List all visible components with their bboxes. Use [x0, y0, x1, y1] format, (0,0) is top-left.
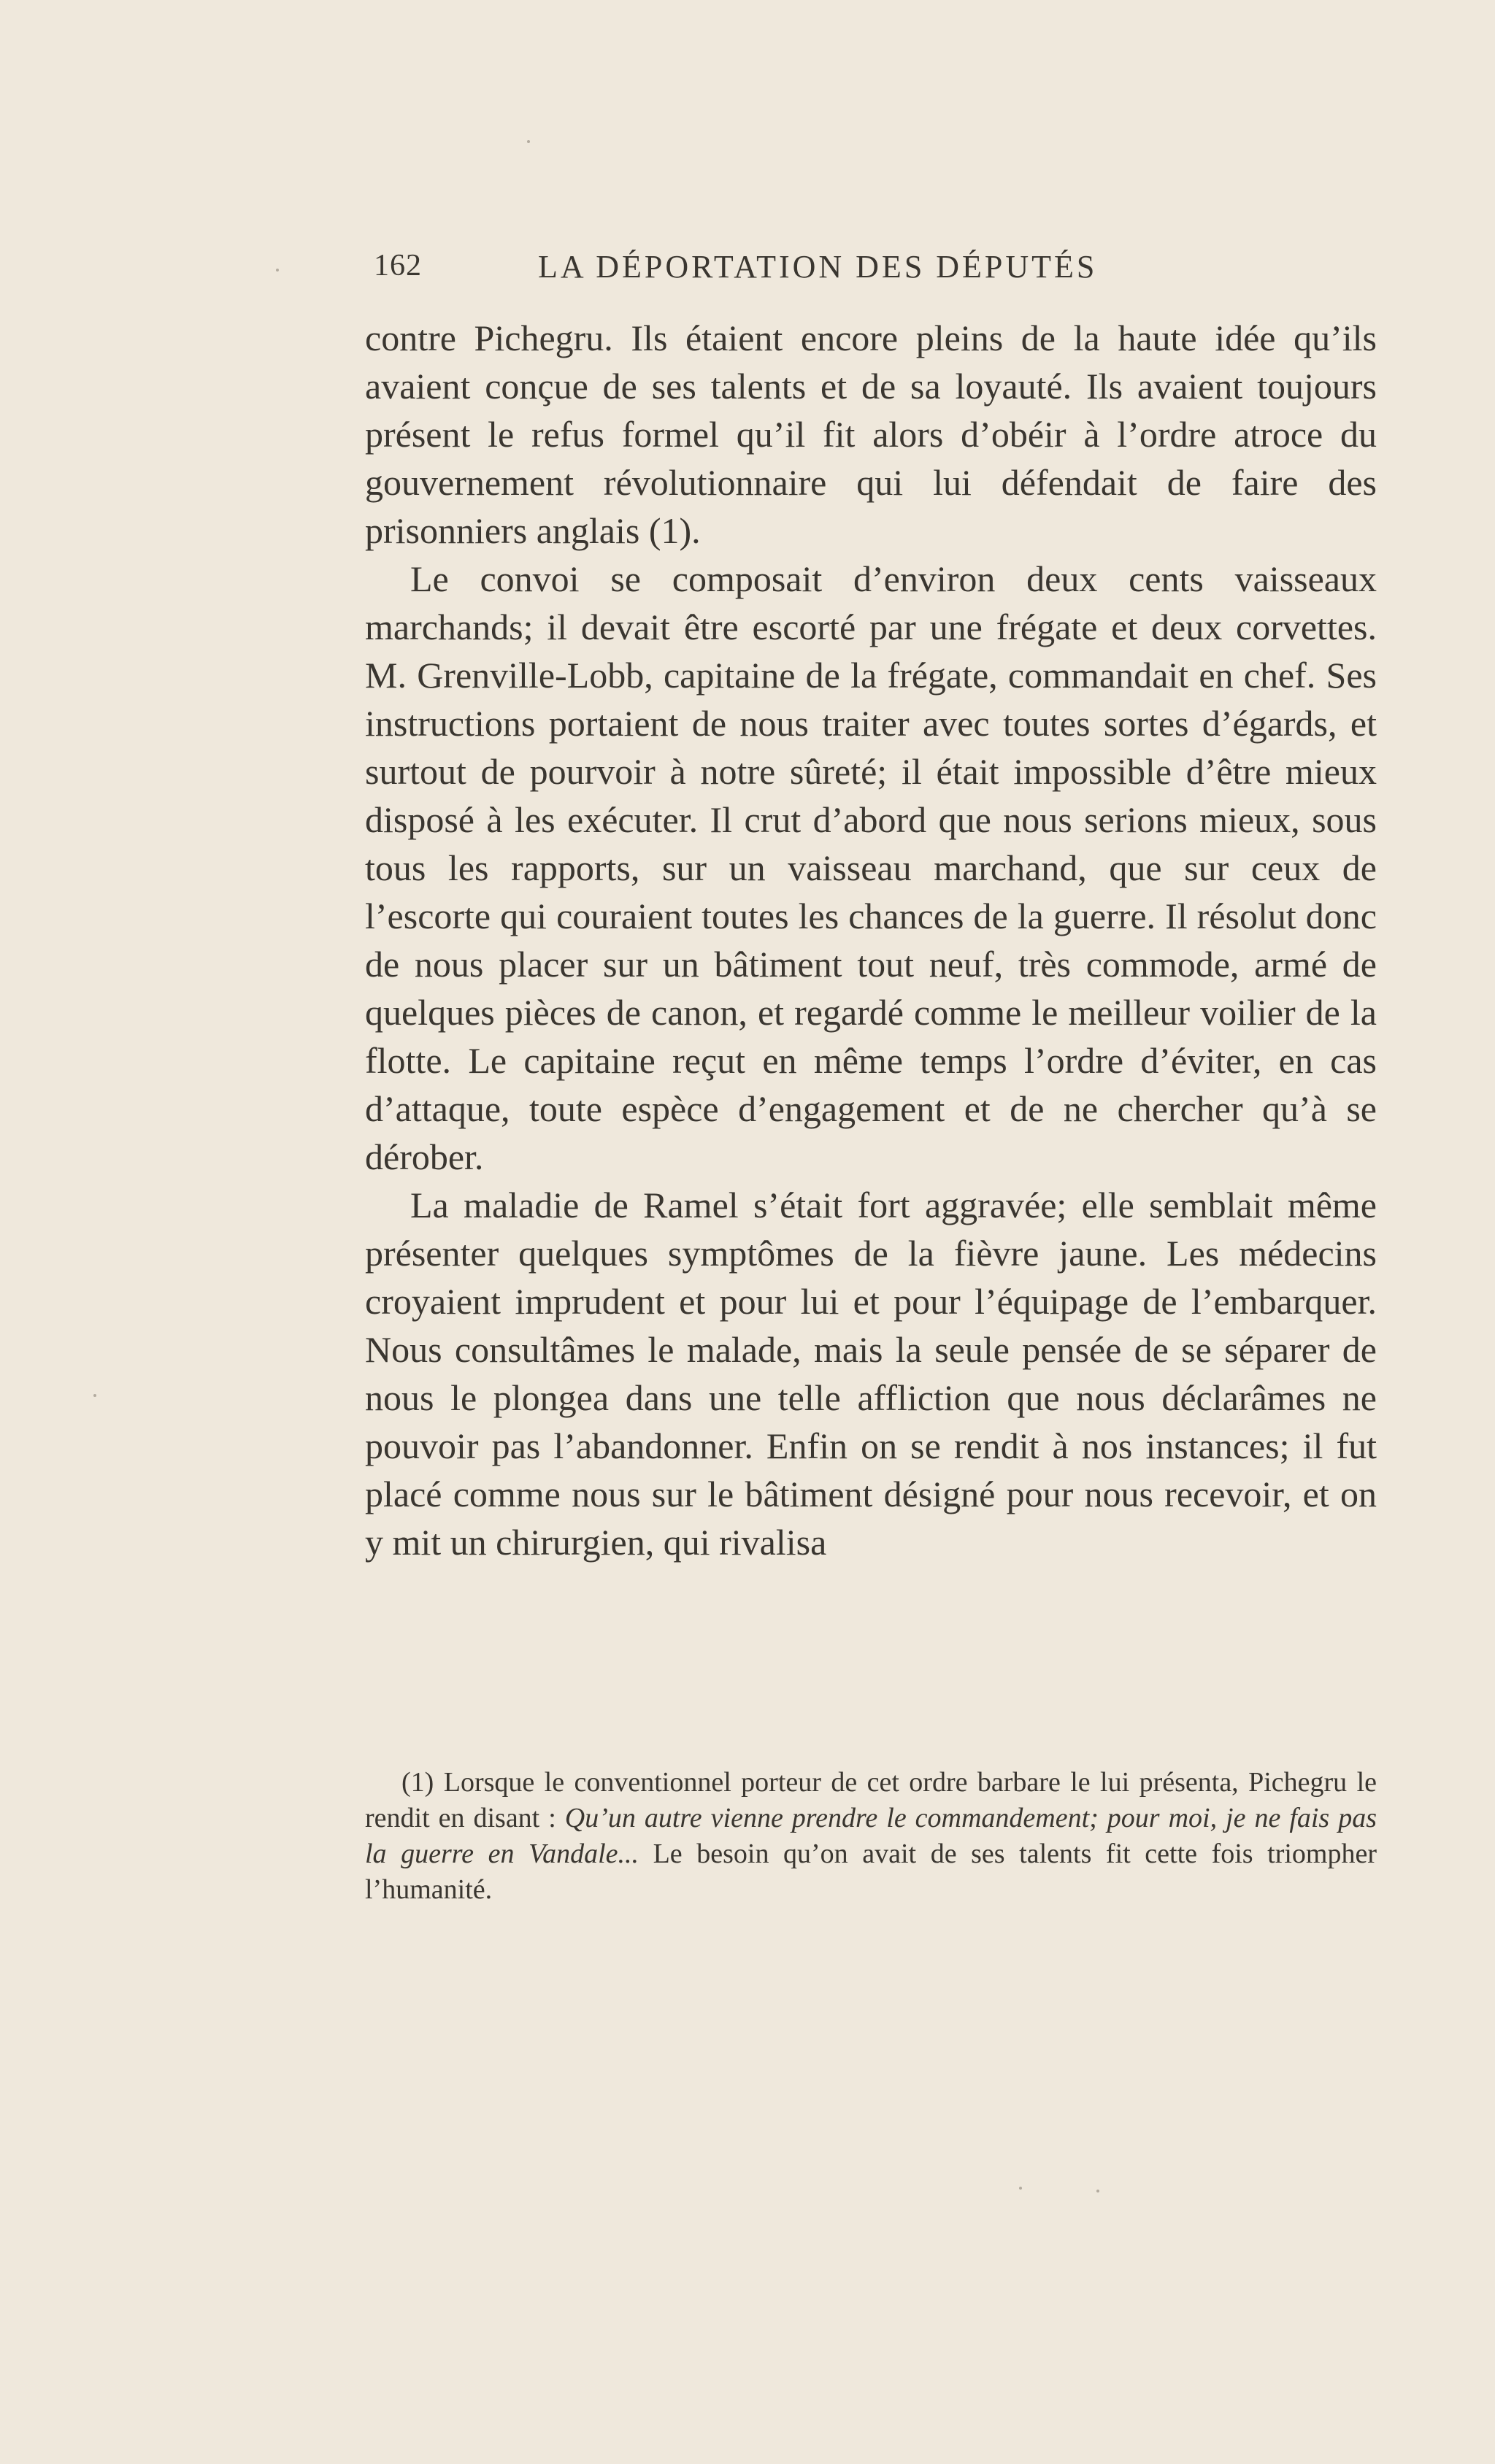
page-number: 162	[374, 249, 422, 282]
footnote	[365, 1765, 1377, 1908]
paragraph-1: contre Pichegru. Ils étaient encore pleins de la haute idée qu’ils avaient conçue de ses talents et de sa loyauté. Ils avaient toujours présent le refus formel qu’il fit alors d’obéir à l’ordre atroce du gouvernement révolutionnaire qui lui défendait de faire des prisonniers anglais (1).	[365, 317, 1377, 551]
footnote-marker: (1)	[401, 1767, 434, 1798]
footnote-text-before: Lorsque le conventionnel porteur de cet ordre barbare le lui présenta, Pichegru le rendit en disant :	[365, 1767, 1377, 1833]
paragraph-3: La maladie de Ramel s’était fort aggravée; elle semblait même présenter quelques symptômes de la fièvre jaune. Les médecins croyaient imprudent et pour lui et pour l’équipage de l’embarquer. Nous consultâmes le malade, mais la seule pensée de se séparer de nous le plongea dans une telle affliction que nous déclarâmes ne pouvoir pas l’abandonner. Enfin on se rendit à nos instances; il fut placé comme nous sur le bâtiment désigné pour nous recevoir, et on y mit un chirurgien, qui rivalisa	[365, 1185, 1377, 1563]
paper-speck	[1019, 2187, 1022, 2190]
paper-speck	[1096, 2190, 1099, 2192]
paragraph-2: Le convoi se composait d’environ deux cents vaisseaux marchands; il devait être escorté par une frégate et deux corvettes. M. Grenville-Lobb, capitaine de la frégate, commandait en chef. Ses instructions portaient de nous traiter avec toutes sortes d’égards, et surtout de pourvoir à notre sûreté; il était impossible d’être mieux disposé à les exécuter. Il crut d’abord que nous serions mieux, sous tous les rapports, sur un vaisseau marchand, que sur ceux de l’escorte qui couraient toutes les chances de la guerre. Il résolut donc de nous placer sur un bâtiment tout neuf, très commode, armé de quelques pièces de canon, et regardé comme le meilleur voilier de la flotte. Le capitaine reçut en même temps l’ordre d’éviter, en cas d’attaque, toute espèce d’engagement et de ne chercher qu’à se dérober.	[365, 558, 1377, 1177]
footnote-quote: Qu’un autre vienne prendre le commandement; pour moi, je ne fais pas la guerre en Vandale...	[365, 1803, 1377, 1869]
running-head: LA DÉPORTATION DES DÉPUTÉS	[538, 249, 1098, 285]
main-text	[365, 314, 1377, 1566]
footnote-paragraph	[365, 1765, 1377, 1908]
paper-speck	[276, 269, 279, 272]
paper-speck	[93, 1394, 96, 1397]
footnote-text-after: Le besoin qu’on avait de ses talents fit cette fois triompher l’humanité.	[365, 1839, 1377, 1905]
paper-speck	[527, 140, 530, 143]
page-header	[374, 248, 1221, 292]
